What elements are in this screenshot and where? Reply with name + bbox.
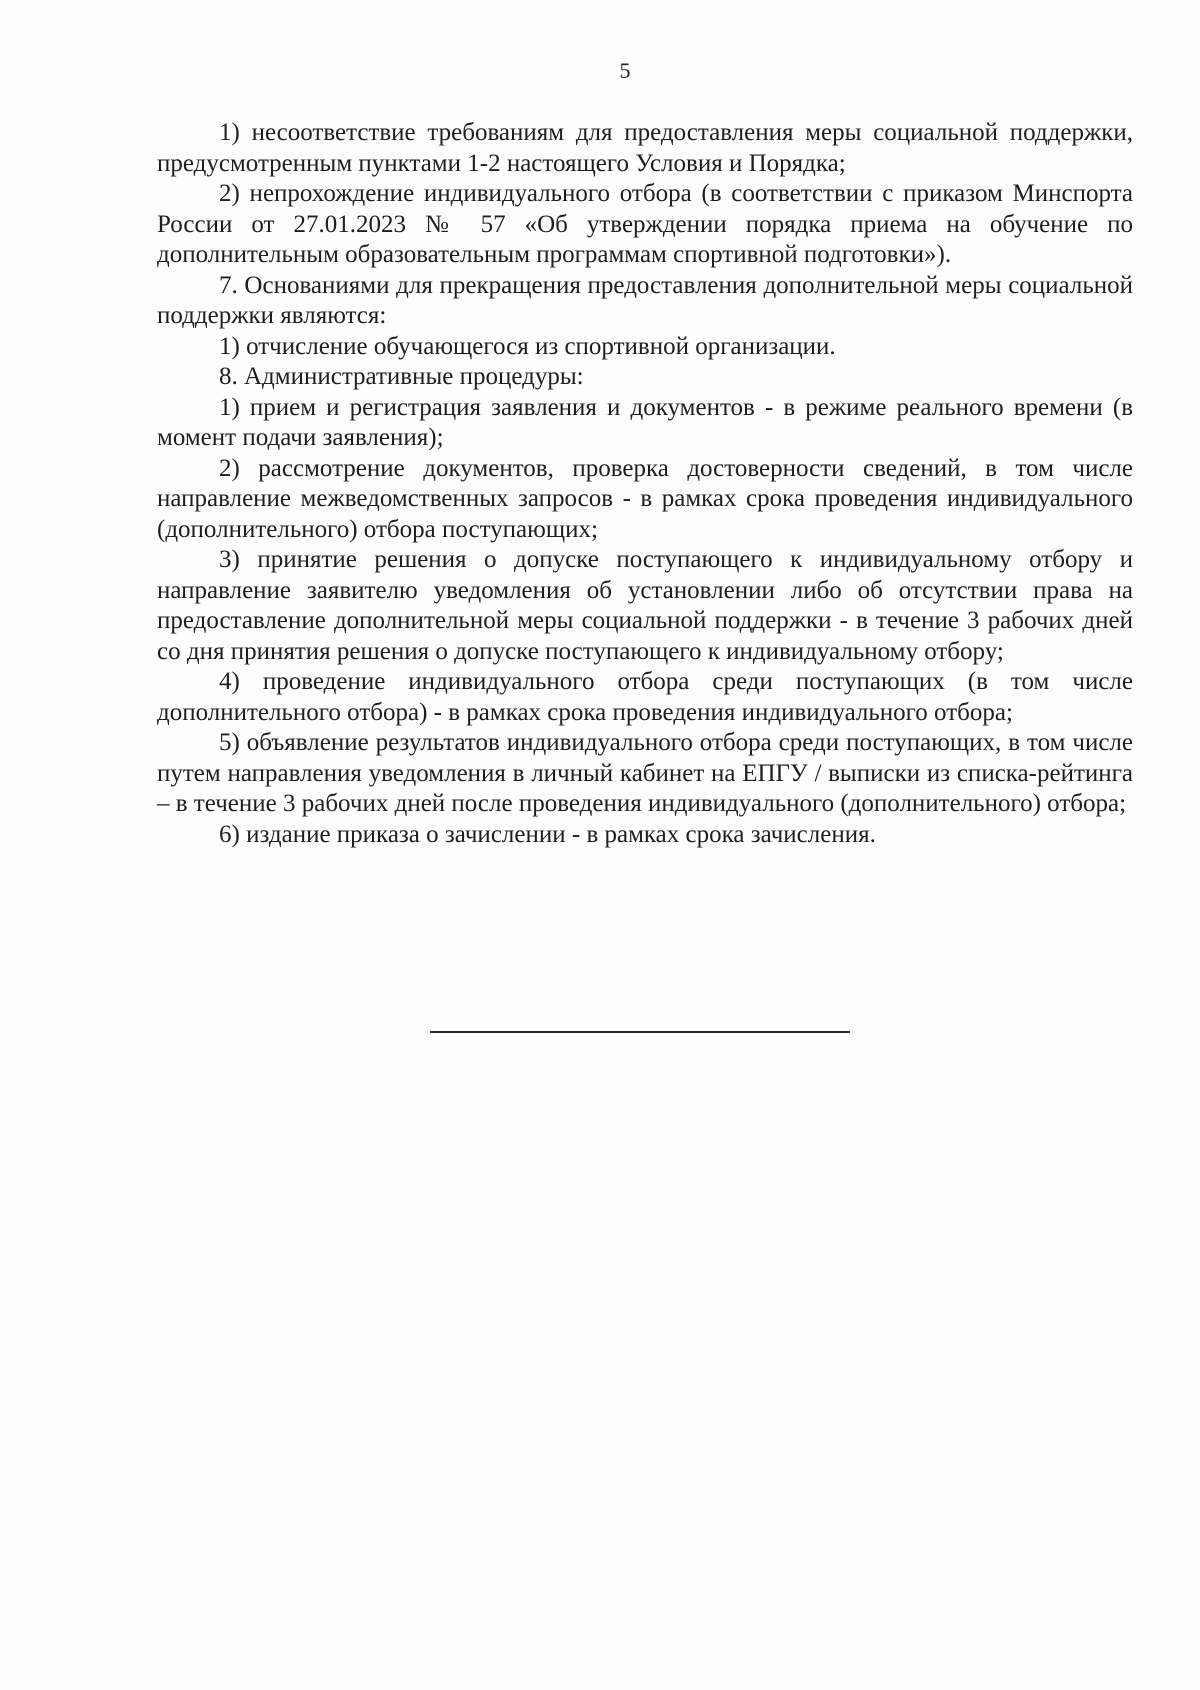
paragraph-section-7: 7. Основаниями для прекращения предоставления дополнительной меры социальной поддержки являются: (157, 271, 1133, 329)
page-number: 5 (619, 58, 631, 83)
paragraph-section-7-item-1: 1) отчисление обучающегося из спортивной организации. (219, 332, 836, 360)
paragraph-procedure-6: 6) издание приказа о зачислении - в рамках срока зачисления. (219, 820, 876, 848)
paragraph-procedure-1: 1) прием и регистрация заявления и документов - в режиме реального времени (в момент подачи заявления); (157, 393, 1133, 451)
closing-divider (430, 1031, 850, 1033)
paragraph-reason-1: 1) несоответствие требованиям для предоставления меры социальной поддержки, предусмотренным пунктами 1-2 настоящего Условия и Порядка; (157, 119, 1133, 177)
paragraph-section-8: 8. Административные процедуры: (219, 363, 584, 390)
paragraph-procedure-4: 4) проведение индивидуального отбора среди поступающих (в том числе дополнительного отбора) - в рамках срока проведения индивидуального отбора; (157, 668, 1133, 726)
paragraph-procedure-3: 3) принятие решения о допуске поступающего к индивидуальному отбору и направление заявителю уведомления об установлении либо об отсутствии права на предоставление дополнительной меры социальной поддержки - в течение 3 рабочих дней со дня принятия решения о допуске поступающего к индивидуальному отбору; (157, 546, 1133, 665)
paragraph-procedure-5: 5) объявление результатов индивидуального отбора среди поступающих, в том числе путем направления уведомления в личный кабинет на ЕПГУ / выписки из списка-рейтинга – в течение 3 рабочих дней после проведения индивидуального (дополнительного) отбора; (157, 729, 1133, 817)
paragraph-procedure-2: 2) рассмотрение документов, проверка достоверности сведений, в том числе направление межведомственных запросов - в рамках срока проведения индивидуального (дополнительного) отбора поступающих; (157, 454, 1133, 543)
document-body (157, 118, 1133, 850)
paragraph-reason-2: 2) непрохождение индивидуального отбора (в соответствии с приказом Минспорта России от 27.01.2023 № 57 «Об утверждении порядка приема на обучение по дополнительным образовательным программам спортивной подготовки»). (157, 180, 1133, 268)
